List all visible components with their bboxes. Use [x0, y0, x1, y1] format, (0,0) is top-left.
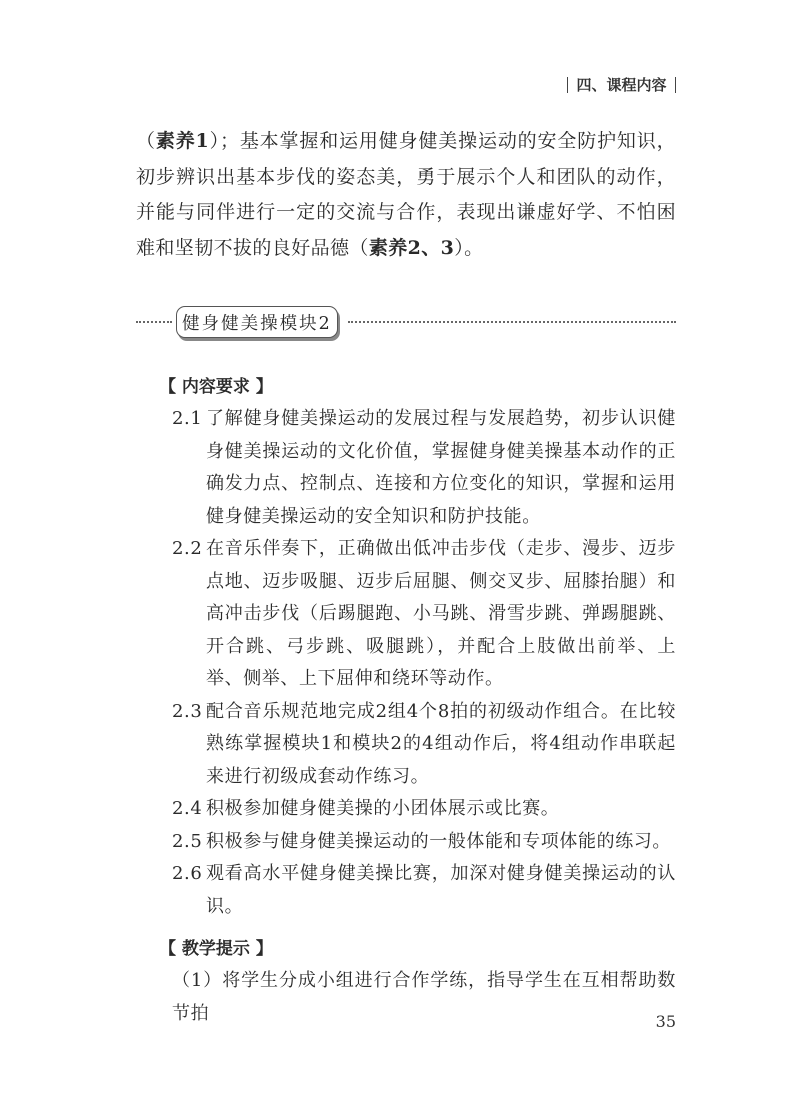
item-number: 2.3: [172, 700, 203, 722]
item-text: 了解健身健美操运动的发展过程与发展趋势，初步认识健身健美操运动的文化价值，掌握健身健美操基本动作的正确发力点、控制点、连接和方位变化的知识，掌握和运用健身健美操运动的安全知识和防护技能。: [206, 408, 676, 527]
intro-text-3: ）。: [454, 236, 484, 259]
page-number: 35: [655, 1012, 676, 1031]
list-item: [172, 533, 676, 696]
intro-bold-1: 素养1: [155, 130, 210, 152]
list-item: [172, 793, 676, 826]
item-number: 2.1: [172, 408, 203, 429]
item-text: 配合音乐规范地完成2组4个8拍的初级动作组合。在比较熟练掌握模块1和模块2的4组动作后，将4组动作串联起来进行初级成套动作练习。: [206, 700, 676, 787]
item-number: 2.6: [172, 863, 203, 884]
running-header: [567, 74, 676, 95]
header-divider-left: [567, 77, 569, 93]
item-text: 积极参与健身健美操运动的一般体能和专项体能的练习。: [206, 830, 671, 852]
item-text: 在音乐伴奏下，正确做出低冲击步伐（走步、漫步、迈步点地、迈步吸腿、迈步后屈腿、侧交叉步、屈膝抬腿）和高冲击步伐（后踢腿跑、小马跳、滑雪步跳、弹踢腿跳、开合跳、弓步跳、吸腿跳），并配合上肢做出前举、上举、侧举、上下屈伸和绕环等动作。: [206, 538, 676, 689]
item-number: 2.4: [172, 798, 203, 819]
intro-text-2: ）；基本掌握和运用健身健美操运动的安全防护知识，初步辨识出基本步伐的姿态美，勇于展示个人和团队的动作，并能与同伴进行一定的交流与合作，表现出谦虚好学、不怕困难和坚韧不拔的良好品德（: [136, 130, 677, 259]
list-item: [172, 858, 676, 923]
header-divider-right: [675, 77, 677, 93]
teaching-tip-text: （1）将学生分成小组进行合作学练，指导学生在互相帮助数节拍: [172, 970, 676, 1024]
item-number: 2.2: [172, 538, 203, 559]
list-item: [172, 696, 676, 794]
dotted-rule-right: [348, 321, 676, 323]
dotted-rule-left: [136, 321, 172, 323]
intro-text-1: （: [136, 130, 156, 152]
content-requirements-title: 【 内容要求 】: [159, 377, 273, 397]
module-heading: [136, 306, 676, 338]
item-text: 观看高水平健身健美操比赛，加深对健身健美操运动的认识。: [206, 863, 676, 917]
intro-bold-2: 素养2、3: [368, 236, 455, 259]
teaching-tips-title: 【 教学提示 】: [159, 939, 273, 959]
item-number: 2.5: [172, 830, 203, 852]
intro-paragraph: [136, 124, 676, 266]
module-title: 健身健美操模块2: [176, 306, 338, 338]
requirements-list: [172, 403, 676, 923]
list-item: [172, 826, 676, 859]
header-title: 四、课程内容: [576, 76, 667, 94]
list-item: [172, 403, 676, 533]
item-text: 积极参加健身健美操的小团体展示或比赛。: [206, 798, 560, 819]
